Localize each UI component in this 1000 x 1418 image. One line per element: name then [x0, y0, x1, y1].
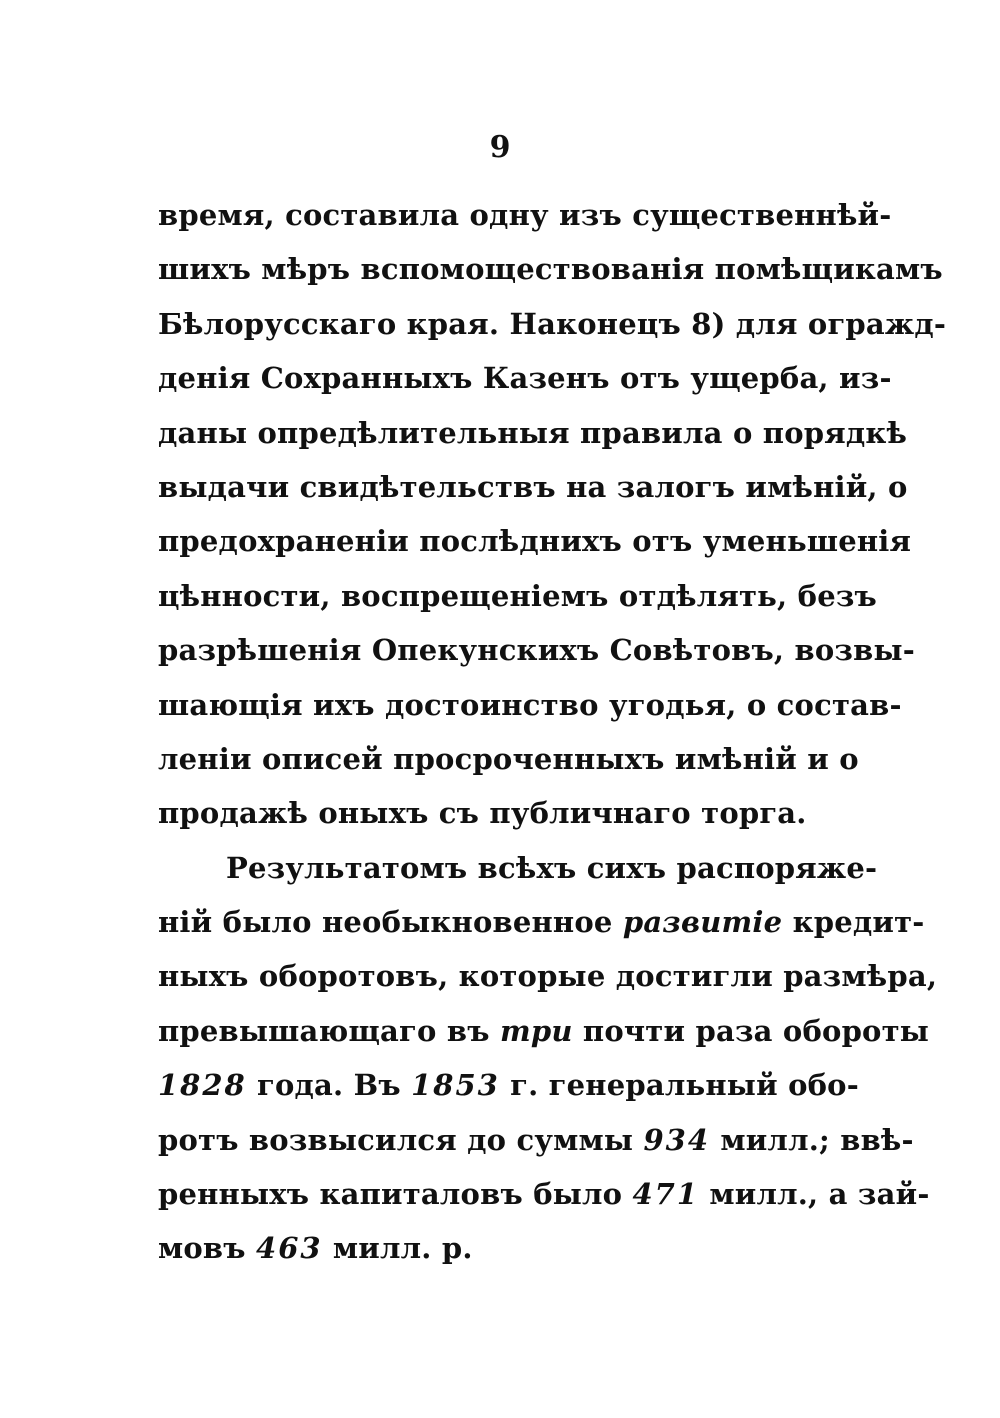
year-number: 1828 [158, 1068, 247, 1103]
text-run: милл., а зай- [699, 1177, 930, 1212]
text-line [158, 1167, 930, 1221]
text-line: ныхъ оборотовъ, которые достигли размѣра, [158, 959, 938, 994]
text-line: выдачи свидѣтельствъ на залогъ имѣній, о [158, 469, 908, 504]
text-line: предохраненіи послѣднихъ отъ уменьшенія [158, 524, 912, 559]
emphasis: три [499, 1013, 573, 1048]
text-run: г. генеральный обо- [499, 1068, 859, 1103]
text-line: время, составила одну изъ существеннѣй- [158, 198, 892, 232]
text-line [158, 895, 925, 949]
amount-number: 471 [632, 1177, 700, 1212]
text-line: леніи описей просроченныхъ имѣній и о [158, 741, 859, 776]
text-line: цѣнности, воспрещеніемъ отдѣлять, безъ [158, 578, 877, 613]
text-run: ній было необыкновенное [158, 905, 623, 940]
text-run: ренныхъ капиталовъ было [158, 1177, 633, 1212]
body-text [158, 188, 947, 1276]
text-line [158, 1004, 930, 1058]
page-number: 9 [489, 130, 511, 165]
text-line [158, 1058, 859, 1112]
text-line: продажѣ оныхъ съ публичнаго торга. [158, 796, 807, 831]
text-line [158, 1113, 914, 1167]
text-line: даны опредѣлительныя правила о порядкѣ [158, 415, 908, 450]
text-line [158, 1221, 844, 1275]
text-line: шихъ мѣръ вспомоществованія помѣщикамъ [158, 252, 943, 287]
text-run: ротъ возвысился до суммы [158, 1122, 644, 1157]
text-line: разрѣшенія Опекунскихъ Совѣтовъ, возвы- [158, 633, 915, 668]
amount-number: 934 [643, 1122, 711, 1157]
paragraph-1 [158, 188, 947, 841]
text-line: Результатомъ всѣхъ сихъ распоряже- [226, 850, 878, 885]
paragraph-2 [158, 841, 938, 1276]
text-run: милл. р. [322, 1231, 473, 1266]
text-run: года. Въ [246, 1068, 412, 1103]
text-run: милл.; ввѣ- [710, 1122, 914, 1157]
emphasis: развитіе [622, 905, 783, 940]
text-run: превышающаго въ [158, 1013, 500, 1048]
text-line: денія Сохранныхъ Казенъ отъ ущерба, из- [158, 361, 892, 396]
text-run: мовъ [158, 1231, 257, 1266]
amount-number: 463 [256, 1231, 323, 1266]
text-run: почти раза обороты [572, 1013, 930, 1048]
text-line: Бѣлорусскаго края. Наконецъ 8) для огражд- [158, 306, 947, 341]
text-line: шающія ихъ достоинство угодья, о состав- [158, 687, 902, 722]
text-run: кредит- [782, 905, 925, 940]
year-number: 1853 [411, 1068, 500, 1103]
